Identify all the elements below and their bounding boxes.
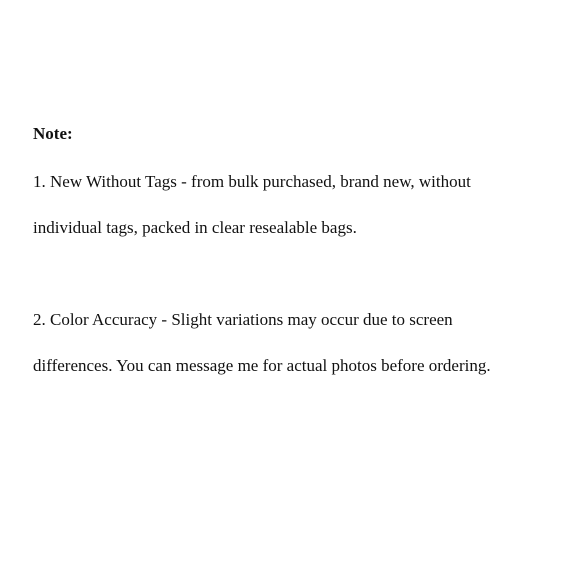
note-point-1-line-2: individual tags, packed in clear resealable bags. xyxy=(33,218,357,237)
note-point-1 xyxy=(33,159,563,251)
note-point-2 xyxy=(33,297,563,389)
paragraph-spacer xyxy=(33,251,563,297)
note-heading: Note: xyxy=(33,124,73,143)
note-point-2-line-1: 2. Color Accuracy - Slight variations may occur due to screen xyxy=(33,310,453,329)
note-point-1-line-1: 1. New Without Tags - from bulk purchased, brand new, without xyxy=(33,172,471,191)
note-point-2-line-2: differences. You can message me for actual photos before ordering. xyxy=(33,356,491,375)
note-block xyxy=(33,123,563,389)
